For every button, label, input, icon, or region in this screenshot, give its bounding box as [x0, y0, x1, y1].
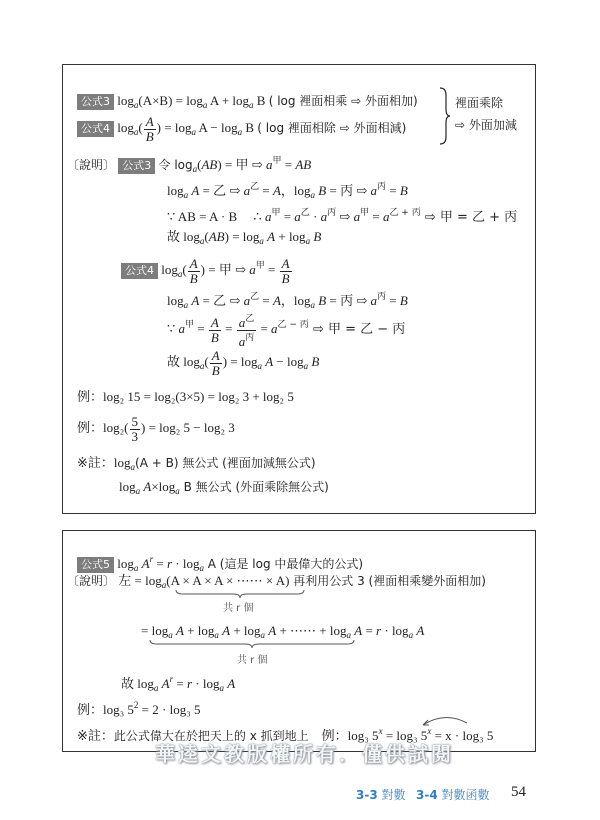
formula-4-tag: 公式4	[77, 121, 114, 137]
explain-line-4: 故 $\log_a(AB) = \log_a A + \log_a B$	[167, 229, 322, 246]
note-5: ※註：此公式偉大在於把天上的 x 抓到地上 例：log₃ $5^x = \log_3$ $5^x = x \cdot \log_3$ 5	[77, 726, 494, 744]
formula-3-line: 公式3 $\log_a(A\times B) = \log_a A + \log_a B$ ( log 裡面相乘 ⇨ 外面相加)	[77, 93, 418, 113]
curved-arrow-icon	[419, 713, 469, 727]
footer-section-3-3: 3-3 對數	[356, 788, 406, 802]
formula-4-line: 公式4 $\log_a$( $\frac{A}{B}$ ) = $\log_a A - \log_a B$ ( log 裡面相除 ⇨ 外面相減)	[77, 113, 406, 147]
underbrace-2-icon	[149, 639, 355, 649]
note-2: $\log_a A\times\log_a$ B 無公式 (外面乘除無公式)	[119, 479, 329, 496]
explain-line-2: $\log_a A$ = 乙 ⇨ $a^乙 = A$，$\log_a B$ = 丙 ⇨ $a^丙 = B$	[167, 182, 408, 200]
formula-5-tag: 公式5	[77, 557, 114, 573]
right-brace-icon	[439, 87, 451, 145]
explain-line-7: ∵ $a^甲$ = $\frac{A}{B}$ = $\frac{a^乙}{a^丙}$ = $a^{乙 - 丙}$ ⇨ 甲 = 乙 − 丙	[167, 313, 406, 349]
explain-label: 〔說明〕	[67, 158, 116, 172]
brace-label-top: 裡面乘除	[455, 96, 504, 110]
explain-line-1: 〔說明〕 公式3 令 $\log_a(AB)$ = 甲 ⇨ $a^甲$ = AB	[67, 156, 312, 174]
note-1: ※註：$\log_a(A + B)$ 無公式 (裡面加減無公式)	[77, 455, 316, 472]
formula-box-2	[62, 530, 536, 752]
underbrace-2-label: 共 r 個	[237, 655, 268, 666]
explain-5-line-3: 故 $\log_a A^r = r \cdot \log_a A$	[121, 674, 236, 693]
explain-5-line-2: = $\log_a A + \log_a A + \log_a A$ + ⋯⋯ + $\log_a A = r \cdot \log_a A$	[141, 623, 425, 640]
brace-label-bottom: ⇨ 外面加減	[455, 118, 517, 132]
formula-4-note: ( log 裡面相除 ⇨ 外面相減)	[257, 121, 407, 135]
formula-4-tag-explain: 公式4	[121, 263, 158, 279]
explain-line-5: 公式4 $\log_a$( $\frac{A}{B}$ ) = 甲 ⇨ $a^甲$ = $\frac{A}{B}$	[121, 251, 293, 289]
explain-line-8: 故 $\log_a$( $\frac{A}{B}$ ) = $\log_a A - \log_a B$	[167, 347, 320, 378]
underbrace-1-label: 共 r 個	[223, 603, 254, 614]
underbrace-1-icon	[175, 589, 305, 599]
formula-3-tag: 公式3	[77, 94, 114, 110]
explain-line-6: $\log_a A$ = 乙 ⇨ $a^乙 = A$，$\log_a B$ = 丙 ⇨ $a^丙 = B$	[167, 292, 408, 310]
explain-line-3: ∵ AB = A · B ∴ $a^甲 = a^乙 \cdot a^丙$ ⇨ $a^甲 = a^{乙 + 丙}$ ⇨ 甲 = 乙 + 丙	[167, 208, 518, 225]
formula-3-note: ( log 裡面相乘 ⇨ 外面相加)	[268, 94, 418, 108]
formula-box-1	[62, 64, 536, 514]
formula-5-line: 公式5 $\log_a A^r = r \cdot \log_a A$ (這是 log 中最偉大的公式)	[77, 551, 363, 576]
formula-3-tag-explain: 公式3	[118, 158, 155, 174]
example-1: 例：log₂ 15 = log₂(3×5) = log₂ 3 + log₂ 5	[77, 389, 294, 405]
example-2: 例：log₂( $\frac{5}{3}$ ) = log₂ 5 − log₂ 3	[77, 413, 235, 444]
example-5: 例：log₃ $5^2 = 2 \cdot \log_3$ 5	[77, 700, 201, 718]
page-number: 54	[511, 784, 526, 800]
explain-5-line-1: 〔說明〕 左 = $\log_a(A \times A \times A$ × ⋯⋯ × A) 再利用公式 3 (裡面相乘變外面相加)	[67, 573, 486, 590]
watermark: 華逵文教版權所有．僅供試閱	[155, 742, 454, 766]
footer-section-3-4: 3-4 對數函數	[416, 788, 490, 802]
